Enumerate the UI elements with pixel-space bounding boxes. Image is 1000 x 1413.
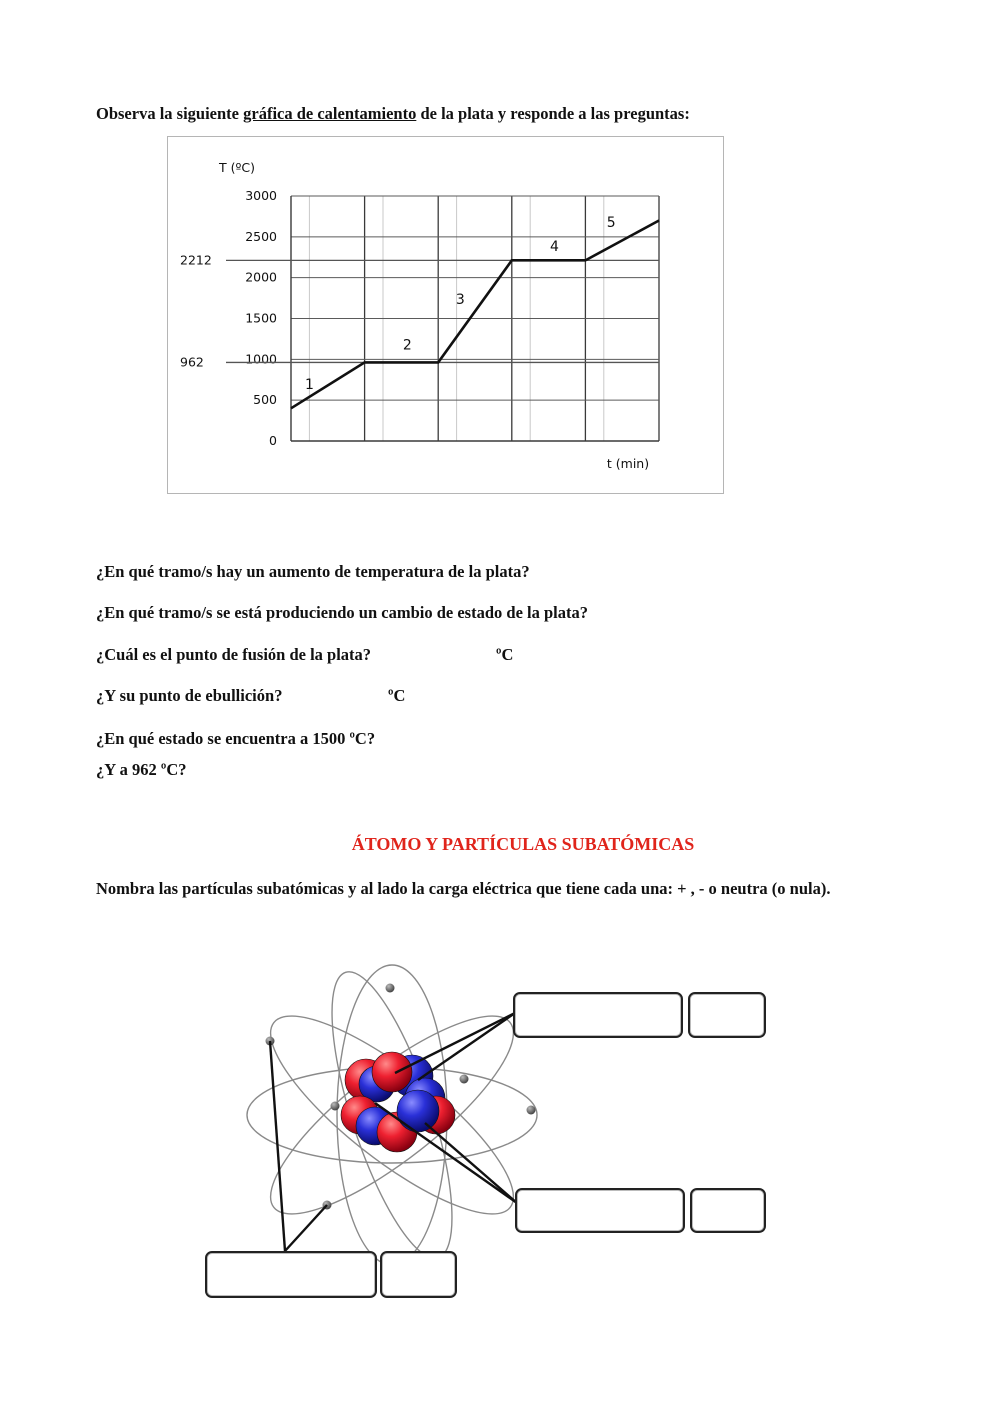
neutron: [356, 1107, 394, 1145]
question-5-text: ¿En qué estado se encuentra a 1500 ºC?: [96, 729, 376, 748]
pointer-line: [418, 1013, 515, 1080]
orbit-horizontal: [247, 1067, 537, 1163]
particle-name-box-2[interactable]: [515, 1188, 685, 1233]
orbits: [246, 960, 538, 1270]
electrons: [266, 984, 536, 1210]
question-4-text: ¿Y su punto de ebullición?: [96, 686, 283, 705]
heating-chart-svg: [168, 137, 723, 493]
pointer-line: [375, 1103, 517, 1203]
pointer-line: [270, 1041, 285, 1251]
question-3-text: ¿Cuál es el punto de fusión de la plata?: [96, 645, 372, 664]
neutron: [405, 1078, 445, 1118]
neutron: [391, 1055, 433, 1097]
orbit-diagonal-2: [246, 987, 538, 1243]
proton: [345, 1059, 387, 1101]
segment-label: 2: [402, 337, 412, 354]
question-6: [96, 760, 187, 780]
intro-after: de la plata y responde a las preguntas:: [416, 104, 690, 123]
question-3: [96, 645, 371, 665]
y-tick-label: 1500: [245, 310, 277, 326]
electron: [323, 1201, 332, 1210]
electron: [386, 984, 395, 993]
particle-name-box-1[interactable]: [513, 992, 683, 1038]
proton: [377, 1112, 417, 1152]
question-2-text: ¿En qué tramo/s se está produciendo un cambio de estado de la plata?: [96, 603, 588, 622]
intro-link-text: gráfica de calentamiento: [243, 104, 417, 123]
pointer-lines: [270, 1013, 517, 1251]
electron: [460, 1075, 469, 1084]
reference-label: 962: [180, 354, 204, 370]
pointer-line: [395, 1013, 515, 1073]
electron: [331, 1102, 340, 1111]
segment-label: 4: [550, 238, 559, 255]
segment-label: 1: [304, 376, 314, 393]
question-2: [96, 603, 588, 623]
particle-charge-box-3[interactable]: [380, 1251, 457, 1298]
proton: [341, 1096, 379, 1134]
proton: [372, 1052, 412, 1092]
particle-name-box-3[interactable]: [205, 1251, 377, 1298]
orbit-diagonal-3: [308, 960, 477, 1270]
reference-label: 2212: [180, 252, 212, 268]
y-tick-label: 2000: [245, 269, 277, 285]
pointer-line: [285, 1205, 327, 1251]
y-tick-label: 0: [269, 433, 277, 448]
segment-label: 5: [606, 215, 616, 232]
heating-chart: [167, 136, 724, 494]
question-3-unit: ºC: [496, 645, 514, 664]
x-axis-label: t (min): [606, 456, 650, 471]
section-instructions: Nombra las partículas subatómicas y al lado la carga eléctrica que tiene cada una: + , - o neutra (o nula).: [96, 879, 831, 898]
neutron: [397, 1090, 439, 1132]
y-tick-label: 2500: [245, 228, 277, 244]
y-tick-label: 500: [253, 392, 277, 408]
pointer-line: [425, 1123, 517, 1203]
electron: [527, 1106, 536, 1115]
segment-label: 3: [455, 291, 465, 308]
section-title: ÁTOMO Y PARTÍCULAS SUBATÓMICAS: [351, 834, 695, 854]
question-1: [96, 562, 530, 582]
question-6-text: ¿Y a 962 ºC?: [96, 760, 187, 779]
nucleus: [341, 1052, 455, 1152]
orbit-diagonal-1: [246, 987, 538, 1243]
intro-text: [96, 104, 690, 124]
question-4-unit: ºC: [388, 686, 406, 705]
y-tick-label: 1000: [245, 351, 277, 367]
question-4: [96, 686, 282, 706]
particle-charge-box-2[interactable]: [690, 1188, 766, 1233]
question-5: [96, 729, 375, 749]
y-tick-label: 3000: [245, 188, 277, 203]
question-1-text: ¿En qué tramo/s hay un aumento de temperatura de la plata?: [96, 562, 530, 581]
intro-before: Observa la siguiente: [96, 104, 244, 123]
y-axis-label: T (ºC): [219, 160, 255, 175]
orbit-vertical: [337, 965, 447, 1265]
neutron: [359, 1066, 395, 1102]
particle-charge-box-1[interactable]: [688, 992, 766, 1038]
proton: [417, 1096, 455, 1134]
electron: [266, 1037, 275, 1046]
